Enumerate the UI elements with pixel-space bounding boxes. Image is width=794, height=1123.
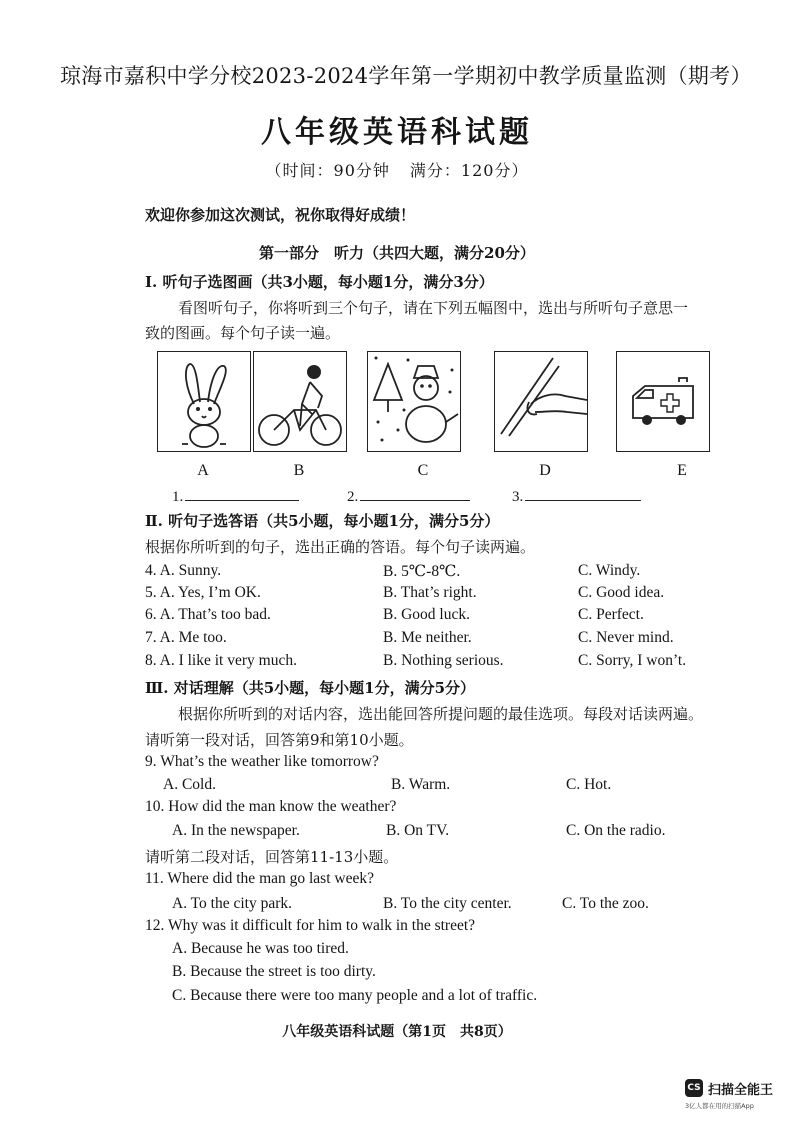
q7-option-b: B. Me neither. [383,629,472,646]
picture-e [616,351,710,452]
section1-title: I. 听句子选图画（共3小题，每小题1分，满分3分） [145,273,494,291]
answer-blank-2[interactable] [347,486,470,506]
welcome-text: 欢迎你参加这次测试，祝你取得好成绩！ [145,206,416,224]
picture-b [253,351,347,452]
q9-option-a: A. Cold. [163,776,216,793]
q5-option-b: B. That’s right. [383,584,477,601]
scanner-app-name: 扫描全能王 [708,1083,774,1098]
q12-question: 12. Why was it difficult for him to walk in the street? [145,917,476,934]
school-header: 琼海市嘉积中学分校2023-2024学年第一学期初中教学质量监测（期考） [60,64,752,88]
ambulance-icon [617,352,709,451]
dialogue2-intro: 请听第二段对话，回答第11-13小题。 [145,848,399,866]
q4-option-a: 4. A. Sunny. [145,562,222,579]
q4-option-c: C. Windy. [578,562,641,579]
dialogue1-intro: 请听第一段对话，回答第9和第10小题。 [145,731,414,749]
section2-instruction: 根据你所听到的句子，选出正确的答语。每个句子读两遍。 [145,538,536,556]
chopsticks-icon [495,352,587,451]
section3-title: Ⅲ. 对话理解（共5小题，每小题1分，满分5分） [145,679,476,697]
q11-option-a: A. To the city park. [172,895,293,912]
section1-instruction-line2: 致的图画。每个句子读一遍。 [145,324,341,342]
part1-heading: 第一部分 听力（共四大题，满分20分） [259,244,535,262]
q5-option-c: C. Good idea. [578,584,665,601]
picture-label-a: A [197,462,209,479]
camscanner-logo-icon: CS [685,1079,703,1097]
picture-label-c: C [417,462,429,479]
picture-d [494,351,588,452]
section3-instruction: 根据你所听到的对话内容，选出能回答所提问题的最佳选项。每段对话读两遍。 [178,705,704,723]
q7-option-c: C. Never mind. [578,629,674,646]
q8-option-a: 8. A. I like it very much. [145,652,297,669]
q11-question: 11. Where did the man go last week? [145,870,374,887]
section2-title: Ⅱ. 听句子选答语（共5小题，每小题1分，满分5分） [145,512,500,530]
answer-blank-1[interactable] [172,486,299,506]
q4-option-b: B. 5℃-8℃. [383,563,461,580]
picture-label-d: D [539,462,551,479]
q7-option-a: 7. A. Me too. [145,629,227,646]
picture-c [367,351,461,452]
exam-time: （时间：90分钟 [265,161,390,180]
answer-blank-1-number: 1. [172,489,184,505]
cyclist-icon [254,352,346,451]
q9-option-b: B. Warm. [391,776,451,793]
answer-blank-3-number: 3. [512,489,524,505]
q11-option-b: B. To the city center. [383,895,512,912]
answer-line [185,486,299,501]
q10-question: 10. How did the man know the weather? [145,798,397,815]
picture-label-b: B [293,462,305,479]
section1-instruction-line1: 看图听句子，你将听到三个句子，请在下列五幅图中，选出与所听句子意思一 [178,299,689,317]
q9-question: 9. What’s the weather like tomorrow? [145,753,379,770]
q11-option-c: C. To the zoo. [562,895,649,912]
exam-full-score: 满分：120分） [409,161,529,180]
scanner-app-tagline: 3亿人都在用的扫描App [685,1102,754,1110]
q8-option-b: B. Nothing serious. [383,652,504,669]
picture-label-e: E [677,462,687,479]
q6-option-a: 6. A. That’s too bad. [145,606,271,623]
q12-option-a: A. Because he was too tired. [172,940,349,957]
q12-option-c: C. Because there were too many people and a lot of traffic. [172,987,538,1004]
q10-option-a: A. In the newspaper. [172,822,300,839]
q5-option-a: 5. A. Yes, I’m OK. [145,584,261,601]
page-footer: 八年级英语科试题（第1页 共8页） [282,1024,512,1040]
q12-option-b: B. Because the street is too dirty. [172,963,376,980]
q9-option-c: C. Hot. [566,776,612,793]
picture-a [157,351,251,452]
answer-line [525,486,641,501]
exam-title: 八年级英语科试题 [261,115,533,150]
q10-option-c: C. On the radio. [566,822,666,839]
q8-option-c: C. Sorry, I won’t. [578,652,687,669]
q6-option-c: C. Perfect. [578,606,644,623]
exam-time-score [0,158,794,181]
rabbit-icon [158,352,250,451]
snowman-icon [368,352,460,451]
answer-line [360,486,470,501]
q10-option-b: B. On TV. [386,822,450,839]
answer-blank-2-number: 2. [347,489,359,505]
q6-option-b: B. Good luck. [383,606,470,623]
answer-blank-3[interactable] [512,486,641,506]
